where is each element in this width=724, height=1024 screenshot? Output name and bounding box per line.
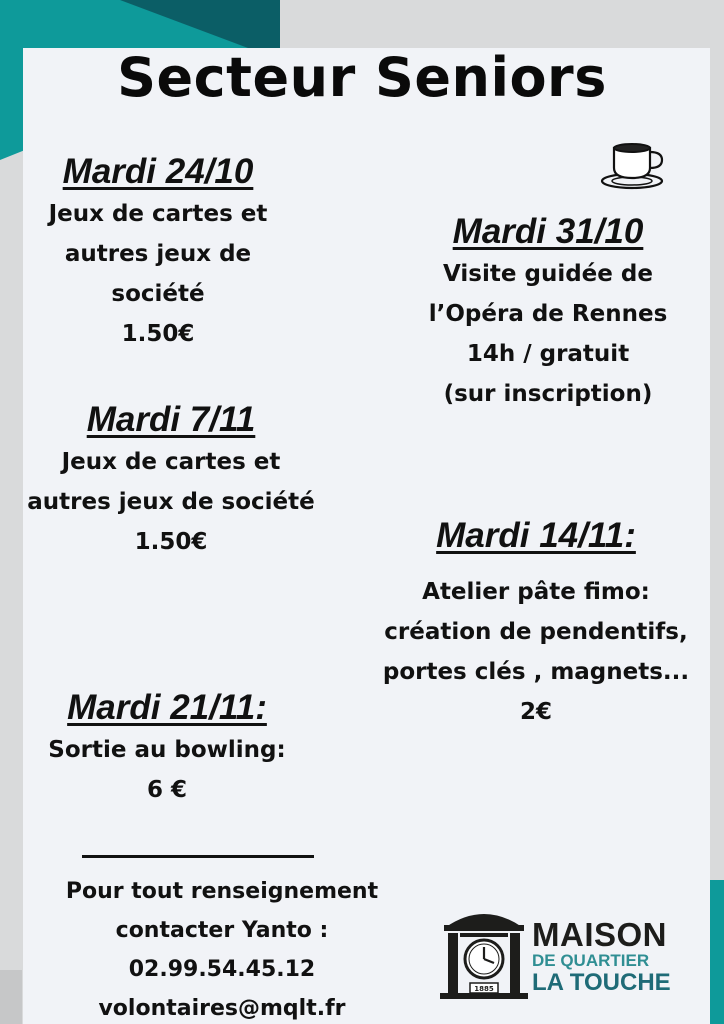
event-mardi-7-11 [8,398,334,562]
event-line: société [111,281,205,307]
event-date: Mardi 7/11 [86,400,256,439]
maison-de-quartier-logo [438,905,688,1005]
event-line: l’Opéra de Rennes [428,301,668,327]
event-mardi-31-10 [398,210,698,414]
event-price: 6 € [146,777,187,803]
coffee-cup-icon [600,140,670,190]
event-line: portes clés , magnets... [382,659,690,685]
event-line: Jeux de cartes et [48,201,268,227]
page-title: Secteur Seniors [117,46,607,109]
event-line: création de pendentifs, [384,619,688,645]
event-price: 1.50€ [121,321,195,347]
logo-de-quartier: DE QUARTIER [532,951,650,970]
event-mardi-21-11 [22,686,312,810]
event-price: 2€ [519,699,552,725]
event-date: Mardi 24/10 [62,152,254,191]
event-line: 14h / gratuit [466,341,630,367]
event-line: Atelier pâte fimo: [422,579,650,605]
event-mardi-14-11 [366,514,706,732]
event-date: Mardi 31/10 [452,212,644,251]
event-line: Sortie au bowling: [48,737,286,763]
event-date: Mardi 14/11: [436,516,636,555]
contact-phone: 02.99.54.45.12 [128,957,316,982]
logo-text [532,916,671,996]
event-date: Mardi 21/11: [67,688,267,727]
event-mardi-24-10 [18,150,298,354]
event-line: Jeux de cartes et [61,449,281,475]
event-line: autres jeux de [64,241,252,267]
event-line: (sur inscription) [443,381,653,407]
clock-tower-icon [438,905,530,1001]
contact-line: contacter Yanto : [115,918,329,943]
contact-email: volontaires@mqlt.fr [98,996,346,1021]
bottom-decoration [0,970,22,1024]
contact-line: Pour tout renseignement [65,879,379,904]
event-price: 1.50€ [134,529,208,555]
logo-la-touche: LA TOUCHE [532,969,671,996]
logo-maison: MAISON [532,916,667,953]
event-line: autres jeux de société [27,489,315,515]
event-line: Visite guidée de [443,261,653,287]
logo-year: 1885 [474,985,494,993]
contact-info [22,872,422,1024]
divider-line [82,855,314,858]
